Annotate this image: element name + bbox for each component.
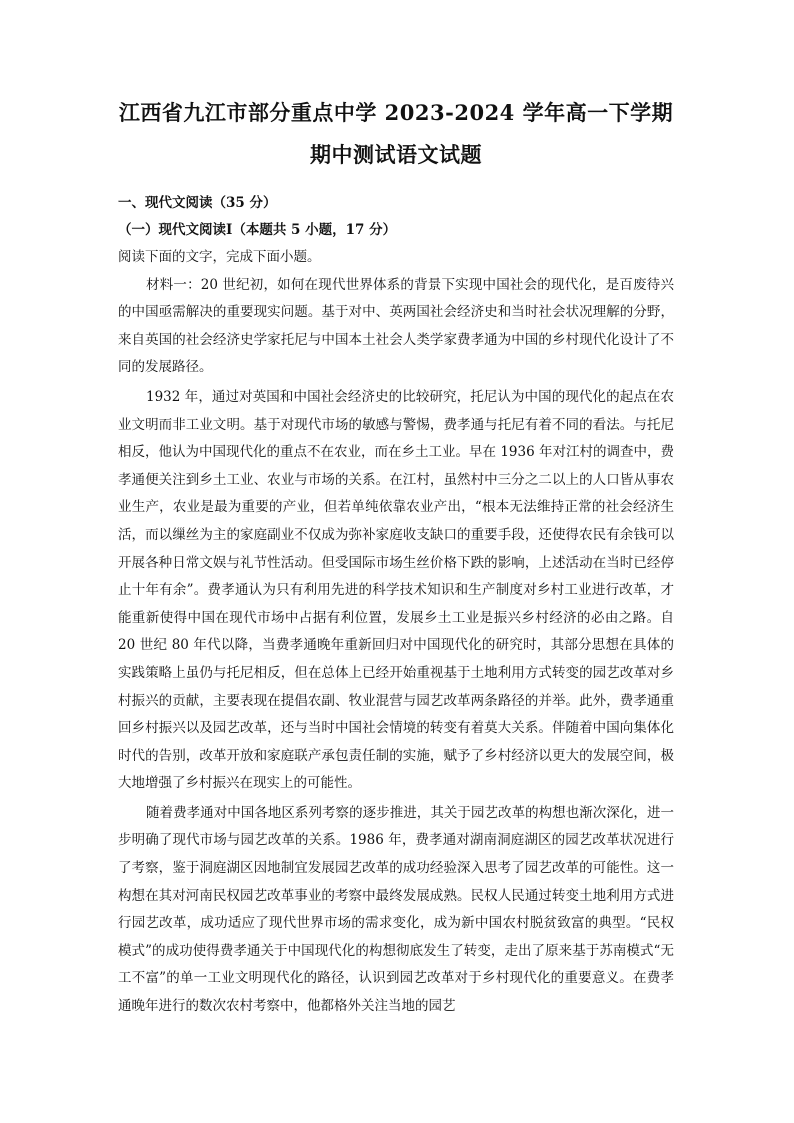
body-paragraph: 材料一：20 世纪初，如何在现代世界体系的背景下实现中国社会的现代化，是百废待兴的中国亟需解决的重要现实问题。基于对中、英两国社会经济史和当时社会状况理解的分野，来自英国的社会经济史学家托尼与中国本土社会人类学家费孝通为中国的乡村现代化设计了不同的发展路径。 — [118, 276, 674, 376]
body-paragraph: 1932 年，通过对英国和中国社会经济史的比较研究，托尼认为中国的现代化的起点在农业文明而非工业文明。基于对现代市场的敏感与警惕，费孝通与托尼有着不同的看法。与托尼相反，他认为中国现代化的重点不在农业，而在乡土工业。早在 1936 年对江村的调查中，费孝通便关注到乡土工业、农业与市场的关系。在江村，虽然村中三分之二以上的人口皆从事农业生产，农业是最为重要的产业，但若单纯依靠农业产出，“根本无法维持正常的社会经济生活，而以缫丝为主的家庭副业不仅成为弥补家庭收支缺口的重要手段，还使得农民有余钱可以开展各种日常文娱与礼节性活动。但受国际市场生丝价格下跌的影响，上述活动在当时已经停止十年有余”。费孝通认为只有利用先进的科学技术知识和生产制度对乡村工业进行改革，才能重新使得中国在现代市场中占据有利位置，发展乡土工业是振兴乡村经济的必由之路。自 20 世纪 80 年代以降，当费孝通晚年重新回归对中国现代化的研究时，其部分思想在具体的实践策略上虽仍与托尼相反，但在总体上已经开始重视基于土地利用方式转变的园艺改革对乡村振兴的贡献，主要表现在提倡农副、牧业混营与园艺改革两条路径的并举。此外，费孝通重回乡村振兴以及园艺改革，还与当时中国社会情境的转变有着莫大关系。伴随着中国向集体化时代的告别，改革开放和家庭联产承包责任制的实施，赋予了乡村经济以更大的发展空间，极大地增强了乡村振兴在现实上的可能性。 — [118, 388, 674, 792]
reading-instruction: 阅读下面的文字，完成下面小题。 — [118, 249, 321, 265]
document-title-line1: 江西省九江市部分重点中学 2023-2024 学年高一下学期 — [118, 100, 674, 125]
body-paragraph: 随着费孝通对中国各地区系列考察的逐步推进，其关于园艺改革的构想也渐次深化，进一步明确了现代市场与园艺改革的关系。1986 年，费孝通对湖南洞庭湖区的园艺改革状况进行了考察，鉴于洞庭湖区因地制宜发展园艺改革的成功经验深入思考了园艺改革的可能性。这一构想在其对河南民权园艺改革事业的考察中最终发展成熟。民权人民通过转变土地利用方式进行园艺改革，成功适应了现代世界市场的需求变化，成为新中国农村脱贫致富的典型。“民权模式”的成功使得费孝通关于中国现代化的构想彻底发生了转变，走出了原来基于苏南模式“无工不富”的单一工业文明现代化的路径，认识到园艺改革对于乡村现代化的重要意义。在费孝通晚年进行的数次农村考察中，他都格外关注当地的园艺 — [118, 804, 674, 1015]
subsection-heading: （一）现代文阅读Ⅰ（本题共 5 小题，17 分） — [118, 222, 397, 238]
section-heading: 一、现代文阅读（35 分） — [118, 195, 277, 211]
document-page — [118, 92, 674, 1021]
document-title-line2: 期中测试语文试题 — [310, 142, 482, 167]
